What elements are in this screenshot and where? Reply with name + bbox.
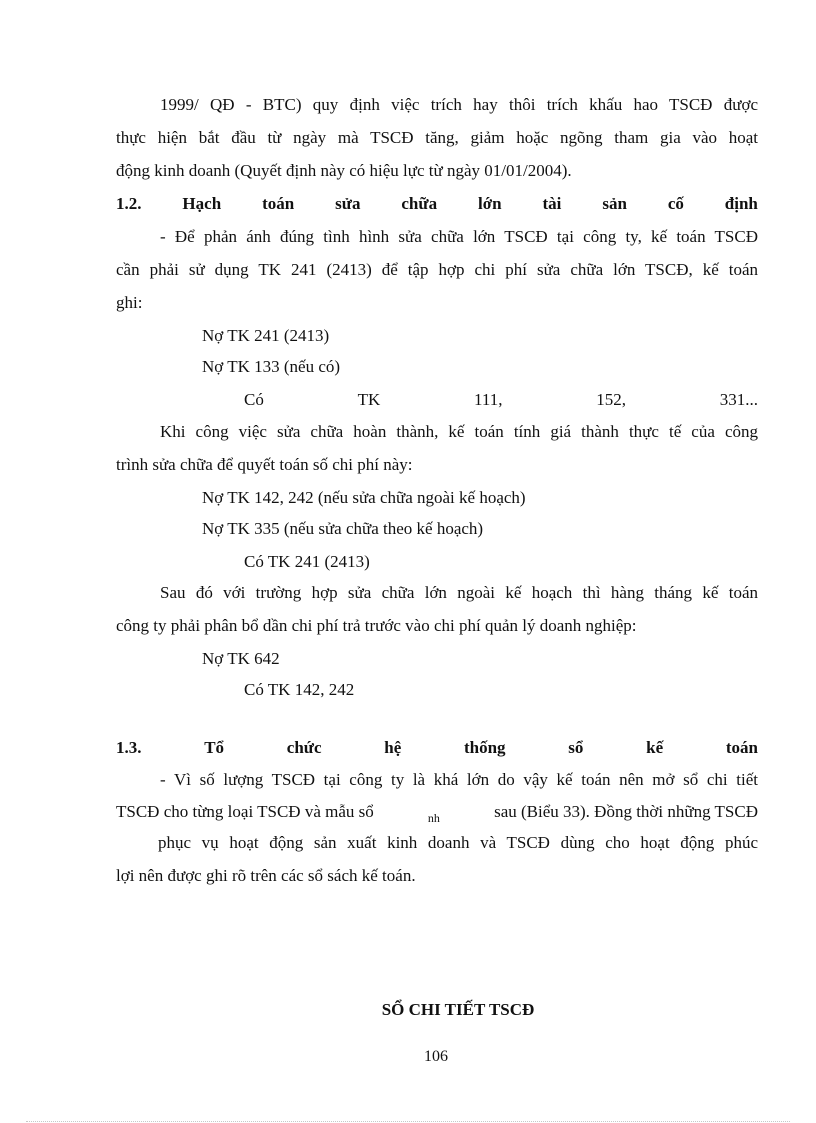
heading-word: toán xyxy=(262,194,295,213)
paragraph-line: Khi công việc sửa chữa hoàn thành, kế toán tính giá thành thực tế của công xyxy=(160,422,758,441)
paragraph-line: cần phải sử dụng TK 241 (2413) để tập hợp chi phí sửa chữa lớn TSCĐ, kế toán xyxy=(116,260,758,279)
entry-word: TK xyxy=(357,390,381,409)
journal-entry-line: Có TK 142, 242 xyxy=(244,680,355,699)
paragraph-line: phục vụ hoạt động sản xuất kinh doanh và TSCĐ dùng cho hoạt động phúc xyxy=(158,833,758,852)
paragraph-line: trình sửa chữa để quyết toán số chi phí này: xyxy=(116,455,413,474)
journal-entry-line: Có TK 241 (2413) xyxy=(244,552,370,571)
journal-entry-line: Nợ TK 642 xyxy=(202,649,280,668)
page-number: 106 xyxy=(424,1048,448,1065)
section-heading-1-3 xyxy=(116,737,758,759)
heading-number: 1.3. xyxy=(116,738,142,757)
heading-word: chức xyxy=(286,738,322,757)
heading-word: toán xyxy=(725,738,758,757)
journal-entry-line: Nợ TK 241 (2413) xyxy=(202,326,330,345)
paragraph-line: - Để phản ánh đúng tình hình sửa chữa lớn TSCĐ tại công ty, kế toán TSCĐ xyxy=(160,227,758,246)
text-fragment: TSCĐ cho từng loại TSCĐ và mẫu sổ xyxy=(116,802,374,821)
journal-entry-line: Nợ TK 142, 242 (nếu sửa chữa ngoài kế hoạch) xyxy=(202,488,526,507)
entry-word: 111, xyxy=(473,390,503,409)
entry-word: Có xyxy=(244,390,264,409)
paragraph-line: - Vì số lượng TSCĐ tại công ty là khá lớn do vậy kế toán nên mở sổ chi tiết xyxy=(160,770,758,789)
journal-entry-credit-line xyxy=(244,389,758,411)
heading-word: Tổ xyxy=(204,738,225,757)
paragraph-line: lợi nên được ghi rõ trên các sổ sách kế toán. xyxy=(116,866,416,885)
section-heading-1-2 xyxy=(116,193,758,215)
paragraph-line: thực hiện bắt đầu từ ngày mà TSCĐ tăng, giảm hoặc ngõng tham gia vào hoạt xyxy=(116,128,758,147)
table-title: SỔ CHI TIẾT TSCĐ xyxy=(381,1000,535,1019)
journal-entry-line: Nợ TK 133 (nếu có) xyxy=(202,357,341,376)
paragraph-line: 1999/ QĐ - BTC) quy định việc trích hay thôi trích khấu hao TSCĐ được xyxy=(160,95,758,114)
heading-word: lớn xyxy=(478,194,502,213)
paragraph-line xyxy=(116,801,758,824)
heading-word: hệ xyxy=(384,738,402,757)
heading-word: chữa xyxy=(401,194,438,213)
heading-word: tài xyxy=(542,194,562,213)
heading-word: cố xyxy=(667,194,684,213)
stray-text-fragment: nh xyxy=(427,811,440,825)
journal-entry-line: Nợ TK 335 (nếu sửa chữa theo kế hoạch) xyxy=(202,519,484,538)
heading-word: định xyxy=(724,194,758,213)
heading-word: sản xyxy=(602,194,627,213)
heading-word: sửa xyxy=(335,194,361,213)
heading-word: sổ xyxy=(568,738,584,757)
page-bottom-rule xyxy=(26,1121,790,1122)
heading-word: thống xyxy=(463,738,506,757)
entry-word: 331... xyxy=(719,390,758,409)
paragraph-line: Sau đó với trường hợp sửa chữa lớn ngoài kế hoạch thì hàng tháng kế toán xyxy=(160,583,758,602)
heading-word: kế xyxy=(646,738,664,757)
paragraph-line: công ty phải phân bổ dần chi phí trả trước vào chi phí quản lý doanh nghiệp: xyxy=(116,616,637,635)
text-fragment: sau (Biểu 33). Đồng thời những TSCĐ xyxy=(494,802,758,821)
paragraph-line: ghi: xyxy=(116,293,143,312)
heading-number: 1.2. xyxy=(116,194,142,213)
paragraph-line: động kinh doanh (Quyết định này có hiệu lực từ ngày 01/01/2004). xyxy=(116,161,572,180)
heading-word: Hạch xyxy=(182,194,222,213)
entry-word: 152, xyxy=(596,390,626,409)
